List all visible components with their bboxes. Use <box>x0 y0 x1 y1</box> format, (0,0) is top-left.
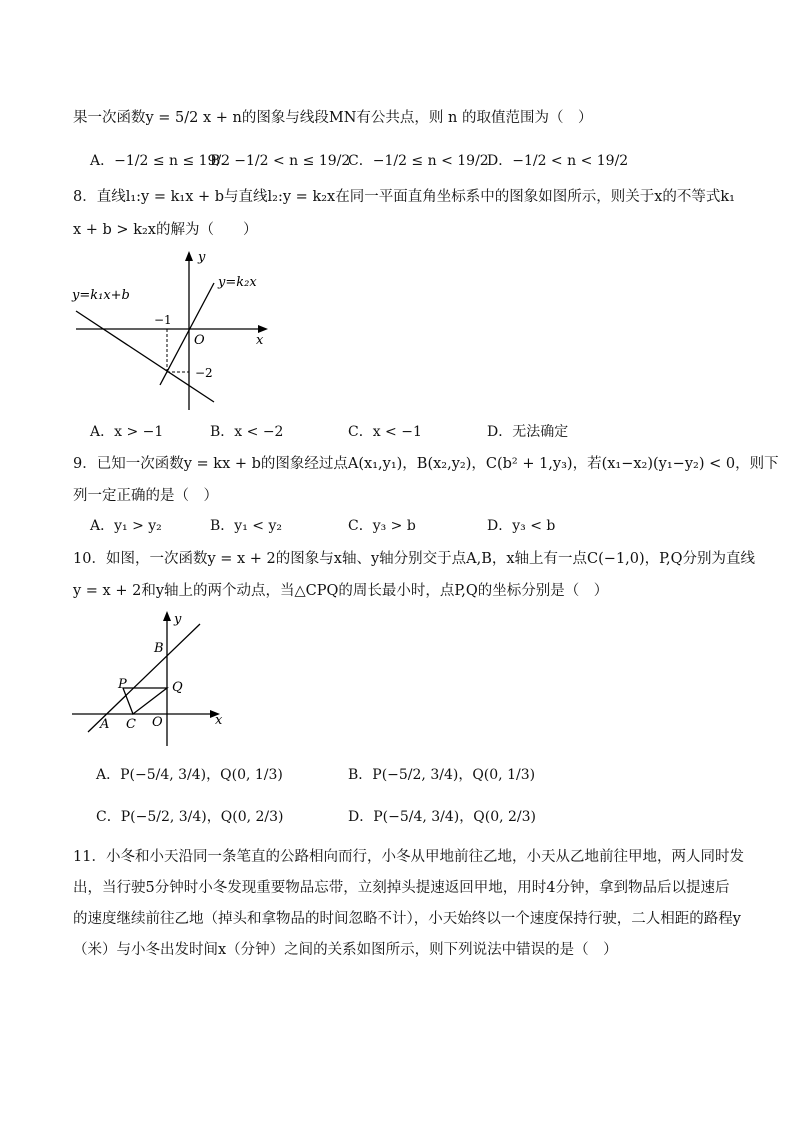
q10-line <box>88 624 200 732</box>
q9-option-c[interactable]: C．y₃ > b <box>348 518 416 534</box>
q8-line-l1 <box>76 311 214 402</box>
q10-option-b[interactable]: B．P(−5/2, 3/4)，Q(0, 1/3) <box>348 767 536 783</box>
q8-label-l2: y=k₂x <box>218 275 257 290</box>
q10-stem-line1: 10．如图，一次函数y = x + 2的图象与x轴、y轴分别交于点A,B，x轴上有一点C(−1,0)，P,Q分别为直线 <box>73 551 755 567</box>
q8-origin-label: O <box>194 333 205 348</box>
q9-stem-line2: 列一定正确的是（ ） <box>73 488 218 504</box>
q10-figure <box>68 606 230 748</box>
q10-label-b: B <box>154 641 164 656</box>
q8-axis-x-label: x <box>256 333 264 348</box>
q8-option-a[interactable]: A．x > −1 <box>90 424 164 440</box>
q11-line1: 11．小冬和小天沿同一条笔直的公路相向而行，小冬从甲地前往乙地，小天从乙地前往甲地，两人同时发 <box>73 849 744 865</box>
q7-option-b[interactable]: B．−1/2 < n ≤ 19/2 <box>210 153 351 169</box>
q9-stem-line1: 9．已知一次函数y = kx + b的图象经过点A(x₁,y₁)，B(x₂,y₂)，C(b² + 1,y₃)，若(x₁−x₂)(y₁−y₂) < 0，则下 <box>73 456 779 472</box>
q8-label-l1: y=k₁x+b <box>72 288 130 303</box>
q10-label-q: Q <box>172 680 183 695</box>
q7-option-d[interactable]: D．−1/2 < n < 19/2 <box>487 153 629 169</box>
q8-y-arrow-icon <box>185 251 193 261</box>
q8-option-c[interactable]: C．x < −1 <box>348 424 422 440</box>
q10-label-c: C <box>126 717 136 732</box>
q10-axis-y-label: y <box>174 612 182 627</box>
q9-option-d[interactable]: D．y₃ < b <box>487 518 556 534</box>
q10-label-p: P <box>118 677 127 692</box>
q7-option-a[interactable]: A．−1/2 ≤ n ≤ 19/2 <box>90 153 231 169</box>
q8-figure <box>68 244 274 414</box>
q9-option-a[interactable]: A．y₁ > y₂ <box>90 518 162 534</box>
q9-option-b[interactable]: B．y₁ < y₂ <box>210 518 282 534</box>
q8-tick-x: −1 <box>154 313 172 327</box>
q8-option-b[interactable]: B．x < −2 <box>210 424 284 440</box>
q8-x-arrow-icon <box>258 325 268 333</box>
q10-option-d[interactable]: D．P(−5/4, 3/4)，Q(0, 2/3) <box>348 809 537 825</box>
q8-stem-line1: 8．直线l₁:y = k₁x + b与直线l₂:y = k₂x在同一平面直角坐标系中的图象如图所示，则关于x的不等式k₁ <box>73 189 735 205</box>
q10-option-c[interactable]: C．P(−5/2, 3/4)，Q(0, 2/3) <box>96 809 284 825</box>
q11-line2: 出，当行驶5分钟时小冬发现重要物品忘带，立刻掉头提速返回甲地，用时4分钟，拿到物品后以提速后 <box>73 880 730 896</box>
q10-axis-x-label: x <box>215 713 223 728</box>
q8-tick-y: −2 <box>195 366 213 380</box>
q7-option-c[interactable]: C．−1/2 ≤ n < 19/2 <box>348 153 489 169</box>
q10-y-arrow-icon <box>163 611 171 621</box>
q10-option-a[interactable]: A．P(−5/4, 3/4)，Q(0, 1/3) <box>96 767 283 783</box>
q8-stem-line2: x + b > k₂x的解为（ ） <box>73 222 258 238</box>
q8-axis-y-label: y <box>198 250 206 265</box>
q7-stem: 果一次函数y = 5/2 x + n的图象与线段MN有公共点，则 n 的取值范围为（ ） <box>73 110 593 126</box>
q11-line4: （米）与小冬出发时间x（分钟）之间的关系如图所示，则下列说法中错误的是（ ） <box>73 942 618 958</box>
q8-option-d[interactable]: D．无法确定 <box>487 424 569 440</box>
q10-stem-line2: y = x + 2和y轴上的两个动点，当△CPQ的周长最小时，点P,Q的坐标分别是（ ） <box>73 583 609 599</box>
q10-label-o: O <box>152 715 163 730</box>
q11-line3: 的速度继续前往乙地（掉头和拿物品的时间忽略不计），小天始终以一个速度保持行驶，二人相距的路程y <box>73 911 741 927</box>
q10-label-a: A <box>100 717 110 732</box>
